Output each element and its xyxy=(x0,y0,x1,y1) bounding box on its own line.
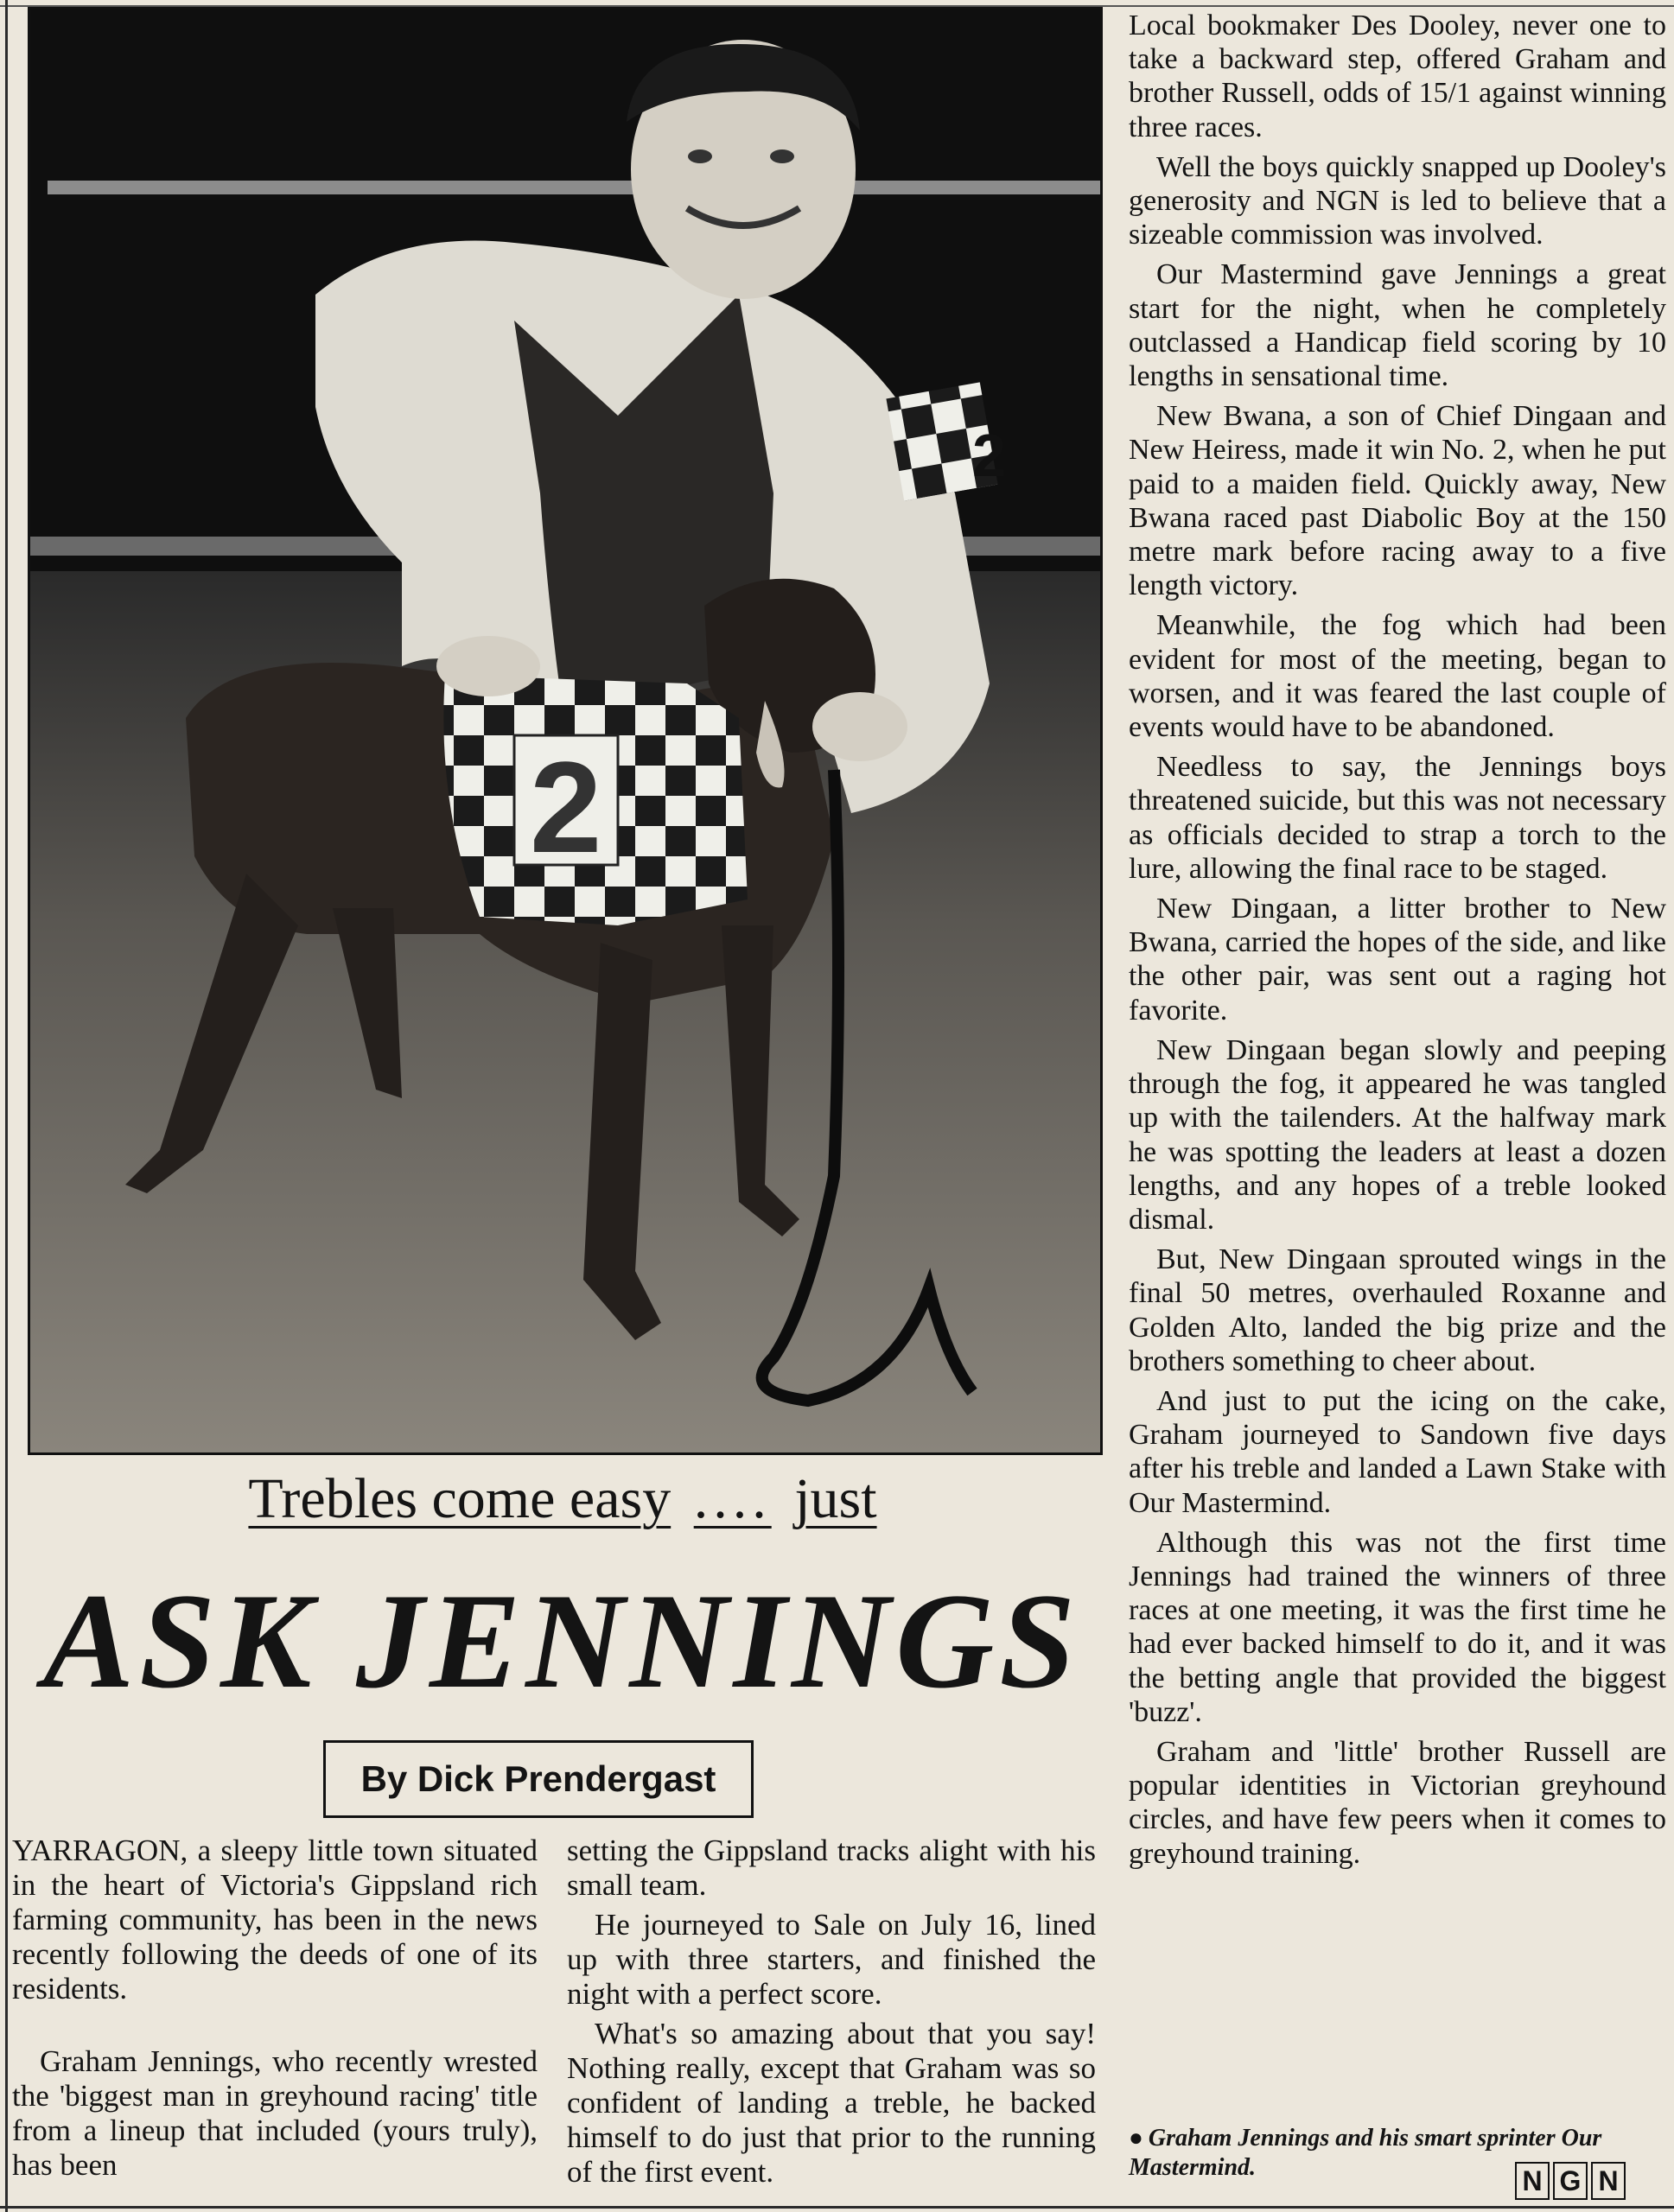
ngn-logo xyxy=(1515,2162,1626,2202)
paragraph: What's so amazing about that you say! Nothing really, except that Graham was so confident of landing a treble, he backed himself to do just that prior to the running of the first event. xyxy=(567,2017,1096,2189)
logo-letter: N xyxy=(1515,2162,1550,2200)
kicker-end: just xyxy=(794,1467,877,1530)
paragraph: Local bookmaker Des Dooley, never one to take a backward step, offered Graham and brother Russell, odds of 15/1 against winning three races. xyxy=(1129,10,1666,143)
paragraph: Meanwhile, the fog which had been evident for most of the meeting, began to worsen, and it was feared the last couple of events would have to be abandoned. xyxy=(1129,609,1666,744)
paragraph: Graham and 'little' brother Russell are popular identities in Victorian greyhound circles, and have few peers when it comes to greyhound training. xyxy=(1129,1735,1666,1870)
paragraph: New Bwana, a son of Chief Dingaan and New Heiress, made it win No. 2, when he put paid to a maiden field. Quickly away, New Bwana raced past Diabolic Boy at the 150 metre mark before racing away to a five length victory. xyxy=(1129,400,1666,602)
logo-letter: G xyxy=(1553,2162,1588,2200)
paragraph: New Dingaan began slowly and peeping through the fog, it appeared he was tangled up with the tailenders. At the halfway mark he was spotting the leaders at least a dozen lengths, and any hopes of a treble looked dismal. xyxy=(1129,1033,1666,1236)
paragraph: And just to put the icing on the cake, Graham journeyed to Sandown five days after his treble and landed a Lawn Stake with Our Mastermind. xyxy=(1129,1384,1666,1519)
page-left-rule xyxy=(5,0,8,2212)
logo-letter: N xyxy=(1591,2162,1626,2200)
headline-kicker xyxy=(28,1465,1098,1534)
kicker-dots: .... xyxy=(693,1467,772,1530)
paragraph: He journeyed to Sale on July 16, lined up with three starters, and finished the night with a perfect score. xyxy=(567,1908,1096,2011)
paragraph: Graham Jennings, who recently wrested the 'biggest man in greyhound racing' title from a lineup that included (yours truly), has been xyxy=(12,2044,538,2182)
article-column-1 xyxy=(12,1834,538,2183)
kicker-main: Trebles come easy xyxy=(248,1467,672,1530)
page-bottom-rule xyxy=(0,2206,1674,2209)
greyhound-photo-icon xyxy=(30,10,1100,1452)
headline-title: ASK JENNINGS xyxy=(42,1566,1081,1717)
paragraph: Well the boys quickly snapped up Dooley's generosity and NGN is led to believe that a sizeable commission was involved. xyxy=(1129,150,1666,251)
paragraph: setting the Gippsland tracks alight with his small team. xyxy=(567,1834,1096,1902)
byline-box: By Dick Prendergast xyxy=(323,1740,754,1818)
paragraph: Our Mastermind gave Jennings a great start for the night, when he completely outclassed a Handicap field scoring by 10 lengths in sensational time. xyxy=(1129,258,1666,393)
rail-top xyxy=(48,181,1100,194)
paragraph: Needless to say, the Jennings boys threatened suicide, but this was not necessary as officials decided to strap a torch to the lure, allowing the final race to be staged. xyxy=(1129,751,1666,885)
article-photo xyxy=(28,7,1103,1455)
paragraph: Although this was not the first time Jennings had trained the winners of three races at one meeting, it was the first time he had ever backed himself to do it, and it was the betting angle that provided the biggest 'buzz'. xyxy=(1129,1526,1666,1728)
paragraph: But, New Dingaan sprouted wings in the final 50 metres, overhauled Roxanne and Golden Alto, landed the big prize and the brothers something to cheer about. xyxy=(1129,1243,1666,1377)
paragraph: YARRAGON, a sleepy little town situated in the heart of Victoria's Gippsland rich farming community, has been in the news recently following the deeds of one of its residents. xyxy=(12,1834,538,2005)
svg-text:2: 2 xyxy=(530,734,602,880)
article-column-3 xyxy=(1129,9,1666,1871)
bullet-icon: ● xyxy=(1129,2125,1143,2152)
caption-text: Graham Jennings and his smart sprinter Our Mastermind. xyxy=(1129,2125,1602,2181)
svg-text:2: 2 xyxy=(972,422,1006,489)
paragraph: New Dingaan, a litter brother to New Bwana, carried the hopes of the side, and like the other pair, was sent out a raging hot favorite. xyxy=(1129,893,1666,1027)
article-column-2 xyxy=(567,1834,1096,2190)
